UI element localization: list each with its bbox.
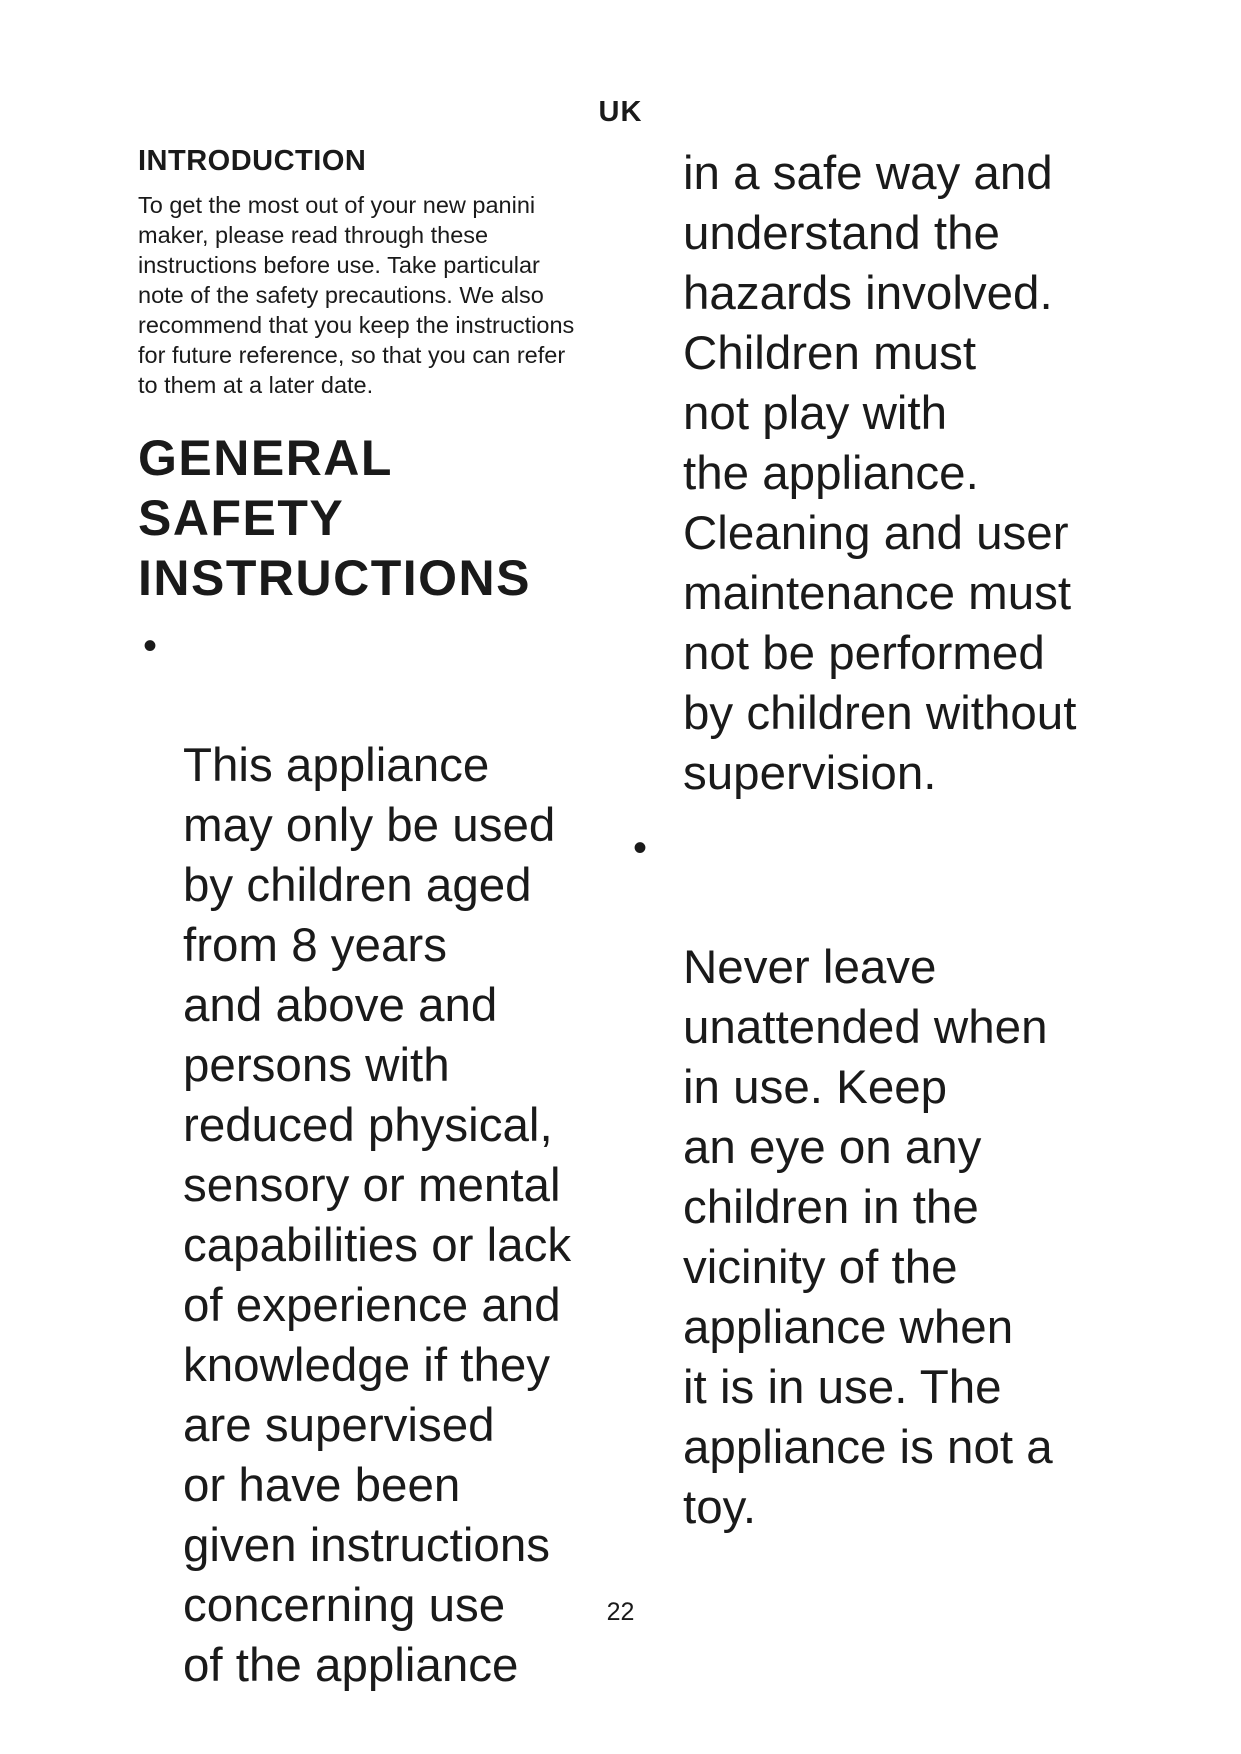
left-column xyxy=(138,144,618,1696)
introduction-text: To get the most out of your new panini maker, please read through these instructions before use. Take particular note of the safety precautions. We also recommend that you keep the instructions for future reference, so that you can refer to them at a later date. xyxy=(138,192,575,398)
bullet-marker: • xyxy=(142,624,157,668)
bullet-marker: • xyxy=(632,826,647,870)
safety-bullet-1-continued: in a safe way and understand the hazards involved. Children must not play with the appliance. Cleaning and user maintenance must not be performed by children without supervision. xyxy=(683,147,1077,800)
right-column xyxy=(628,144,1128,1538)
safety-bullet-1 xyxy=(138,616,618,1696)
country-code: UK xyxy=(598,96,643,128)
safety-heading: GENERAL SAFETY INSTRUCTIONS xyxy=(138,430,531,606)
safety-bullet-1-text: This appliance may only be used by children aged from 8 years and above and persons with reduced physical, sensory or mental capabilities or lack of experience and knowledge if they are supervised or have been given instructions concerning use of the appliance xyxy=(183,739,572,1692)
introduction-heading: INTRODUCTION xyxy=(138,145,367,177)
page-number: 22 xyxy=(606,1598,635,1626)
safety-bullet-2 xyxy=(628,818,1128,1538)
safety-bullet-2-text: Never leave unattended when in use. Keep an eye on any children in the vicinity of the appliance when it is in use. The appliance is not a toy. xyxy=(683,941,1053,1534)
